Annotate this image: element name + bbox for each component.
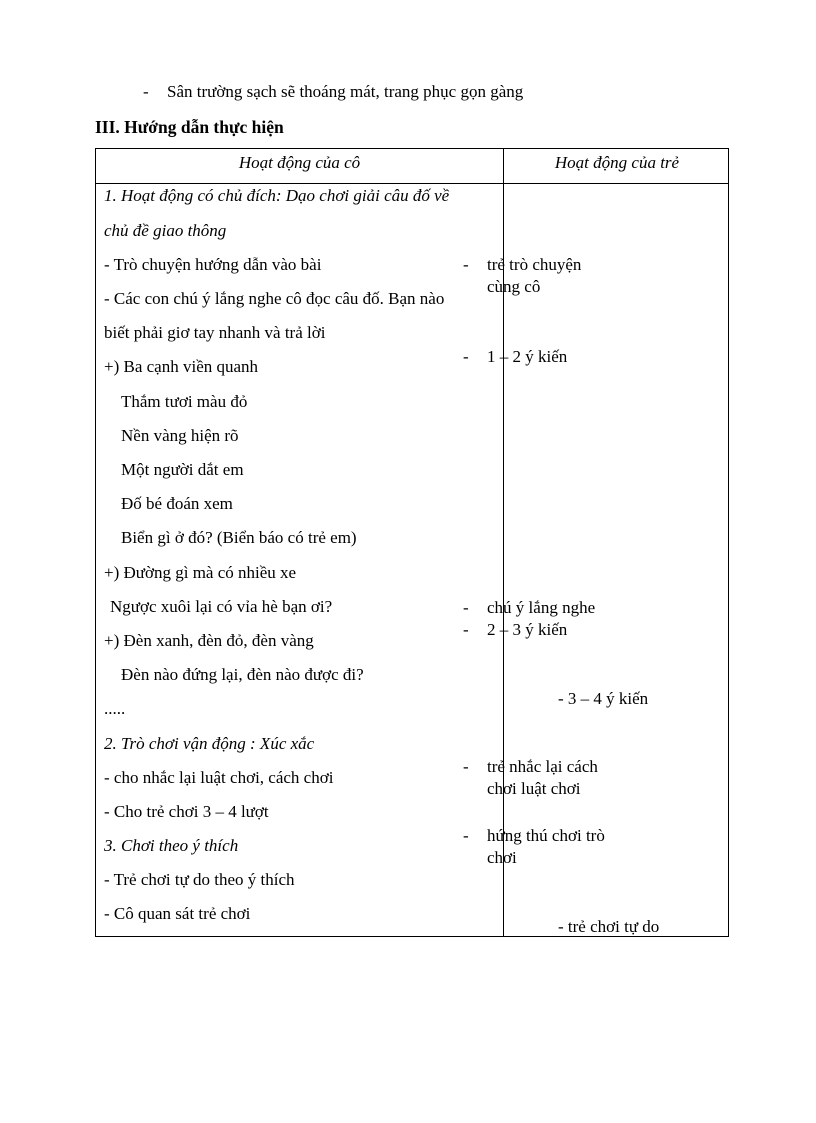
intro-bullet	[143, 82, 523, 102]
header-divider	[96, 183, 728, 184]
entry-text: hứng thú chơi trò	[487, 826, 605, 845]
teacher-line: Thắm tươi màu đỏ	[121, 392, 248, 411]
entry-text: chú ý lắng nghe	[487, 598, 596, 617]
teacher-line: - cho nhắc lại luật chơi, cách chơi	[104, 768, 334, 787]
teacher-line: Một người dắt em	[121, 460, 244, 479]
teacher-line: - Trò chuyện hướng dẫn vào bài	[104, 255, 322, 274]
teacher-line: .....	[104, 699, 126, 718]
teacher-line: - Cho trẻ chơi 3 – 4 lượt	[104, 802, 269, 821]
entry-text: 2 – 3 ý kiến	[487, 620, 568, 639]
entry-dash: -	[463, 347, 469, 366]
entry-dash: -	[463, 598, 469, 617]
bullet-dash: -	[143, 82, 149, 101]
teacher-line: - Trẻ chơi tự do theo ý thích	[104, 870, 295, 889]
header-teacher: Hoạt động của cô	[238, 153, 361, 172]
children-entry	[463, 825, 605, 869]
entry-dash: -	[463, 620, 469, 639]
header-children: Hoạt động của trẻ	[554, 153, 680, 172]
children-entry	[463, 597, 595, 619]
teacher-line: +) Ba cạnh viền quanh	[104, 357, 259, 376]
entry-text: trẻ trò chuyện	[487, 255, 582, 274]
teacher-line: - Các con chú ý lắng nghe cô đọc câu đố. Bạn nào	[104, 289, 445, 308]
entry-text-continued: cùng cô	[487, 277, 541, 296]
entry-text-continued: chơi	[487, 848, 517, 867]
children-entry: - 3 – 4 ý kiến	[558, 689, 649, 708]
teacher-line: Ngược xuôi lại có vỉa hè bạn ơi?	[110, 597, 333, 616]
bullet-text: Sân trường sạch sẽ thoáng mát, trang phục gọn gàng	[167, 82, 524, 101]
children-entry: - trẻ chơi tự do	[558, 917, 660, 936]
teacher-line: 1. Hoạt động có chủ đích: Dạo chơi giải câu đố về	[104, 186, 450, 205]
teacher-line: Biển gì ở đó? (Biển báo có trẻ em)	[121, 528, 357, 547]
children-entry	[463, 254, 581, 298]
teacher-line: 2. Trò chơi vận động : Xúc xắc	[104, 734, 315, 753]
entry-text: trẻ nhắc lại cách	[487, 757, 598, 776]
teacher-line: +) Đường gì mà có nhiều xe	[104, 563, 297, 582]
teacher-line: biết phải giơ tay nhanh và trả lời	[104, 323, 326, 342]
entry-dash: -	[463, 826, 469, 845]
activity-table	[95, 148, 729, 937]
section-heading: III. Hướng dẫn thực hiện	[95, 117, 284, 137]
entry-dash: -	[463, 757, 469, 776]
entry-dash: -	[463, 255, 469, 274]
teacher-line: Nền vàng hiện rõ	[121, 426, 239, 445]
teacher-line: 3. Chơi theo ý thích	[104, 836, 239, 855]
entry-text: 1 – 2 ý kiến	[487, 347, 568, 366]
children-entry	[463, 346, 567, 368]
teacher-line: - Cô quan sát trẻ chơi	[104, 904, 251, 923]
children-entry	[463, 619, 567, 641]
children-entry	[463, 756, 598, 800]
teacher-line: chủ đề giao thông	[104, 221, 227, 240]
teacher-line: +) Đèn xanh, đèn đỏ, đèn vàng	[104, 631, 314, 650]
teacher-line: Đèn nào đứng lại, đèn nào được đi?	[121, 665, 364, 684]
teacher-line: Đố bé đoán xem	[121, 494, 233, 513]
entry-text-continued: chơi luật chơi	[487, 779, 581, 798]
